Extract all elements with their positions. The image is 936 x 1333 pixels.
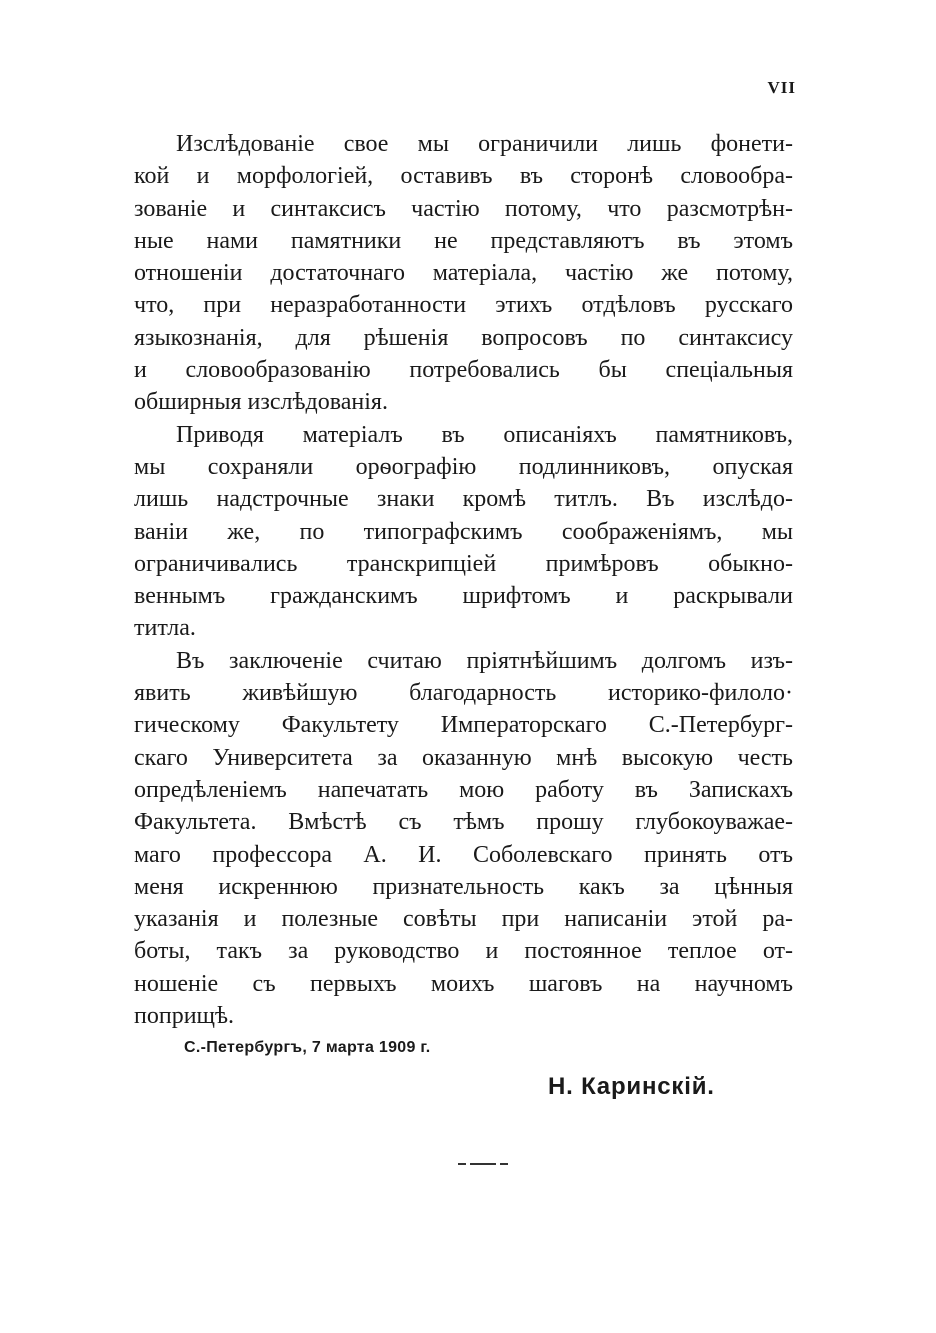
text-line: Въ заключеніе считаю пріятнѣйшимъ долгомъ изъ- <box>176 647 793 674</box>
text-line: гическому Факультету Императорскаго С.-Петербург- <box>134 712 793 739</box>
text-line: что, при неразработанности этихъ отдѣловъ русскаго <box>134 292 793 319</box>
ornament-dash <box>458 1163 466 1165</box>
text-line: боты, такъ за руководство и постоянное теплое от- <box>134 938 793 965</box>
ornament-dash <box>470 1163 496 1165</box>
body-text <box>134 128 793 1032</box>
text-line: маго профессора А. И. Соболевскаго принять отъ <box>134 841 793 868</box>
text-line: явить живѣйшую благодарность историко-филоло· <box>134 680 793 707</box>
text-line: Изслѣдованіе свое мы ограничили лишь фонети- <box>176 131 793 157</box>
page-number: VII <box>767 78 796 97</box>
author-signature: Н. Каринскій. <box>548 1073 715 1100</box>
text-line: меня искреннюю признательность какъ за цѣнныя <box>134 873 793 900</box>
text-line: мы сохраняли орѳографію подлинниковъ, опуская <box>134 453 793 480</box>
text-line: и словообразованію потребовались бы спеціальныя <box>134 357 793 384</box>
text-line: Факультета. Вмѣстѣ съ тѣмъ прошу глубокоуважае- <box>134 809 793 836</box>
text-line: указанія и полезные совѣты при написаніи этой ра- <box>134 906 793 933</box>
text-line: ваніи же, по типографскимъ соображеніямъ, мы <box>134 518 793 545</box>
text-line: лишь надстрочные знаки кромѣ титлъ. Въ изслѣдо- <box>134 486 793 513</box>
text-line: ные нами памятники не представляютъ въ этомъ <box>134 227 793 254</box>
text-line: Приводя матеріалъ въ описаніяхъ памятниковъ, <box>176 421 793 448</box>
text-line: скаго Университета за оказанную мнѣ высокую честь <box>134 744 793 771</box>
text-line: кой и морфологіей, оставивъ въ сторонѣ словообра- <box>134 163 793 190</box>
text-line: титла. <box>134 615 196 642</box>
text-line: опредѣленіемъ напечатать мою работу въ Запискахъ <box>134 776 793 803</box>
text-line: ношеніе съ первыхъ моихъ шаговъ на научномъ <box>134 970 793 997</box>
text-line: веннымъ гражданскимъ шрифтомъ и раскрывали <box>134 583 793 610</box>
text-line: поприщѣ. <box>134 1003 235 1030</box>
text-line: обширныя изслѣдованія. <box>134 389 388 416</box>
text-line: зованіе и синтаксисъ частію потому, что разсмотрѣн- <box>134 195 793 222</box>
ornament-dash <box>500 1163 508 1165</box>
text-line: языкознанія, для рѣшенія вопросовъ по синтаксису <box>134 324 793 351</box>
text-line: отношеніи достаточнаго матеріала, частію же потому, <box>134 260 793 287</box>
text-line: ограничивались транскрипціей примѣровъ обыкно- <box>134 550 793 577</box>
place-date: С.-Петербургъ, 7 марта 1909 г. <box>184 1039 431 1056</box>
end-ornament <box>458 1163 510 1166</box>
